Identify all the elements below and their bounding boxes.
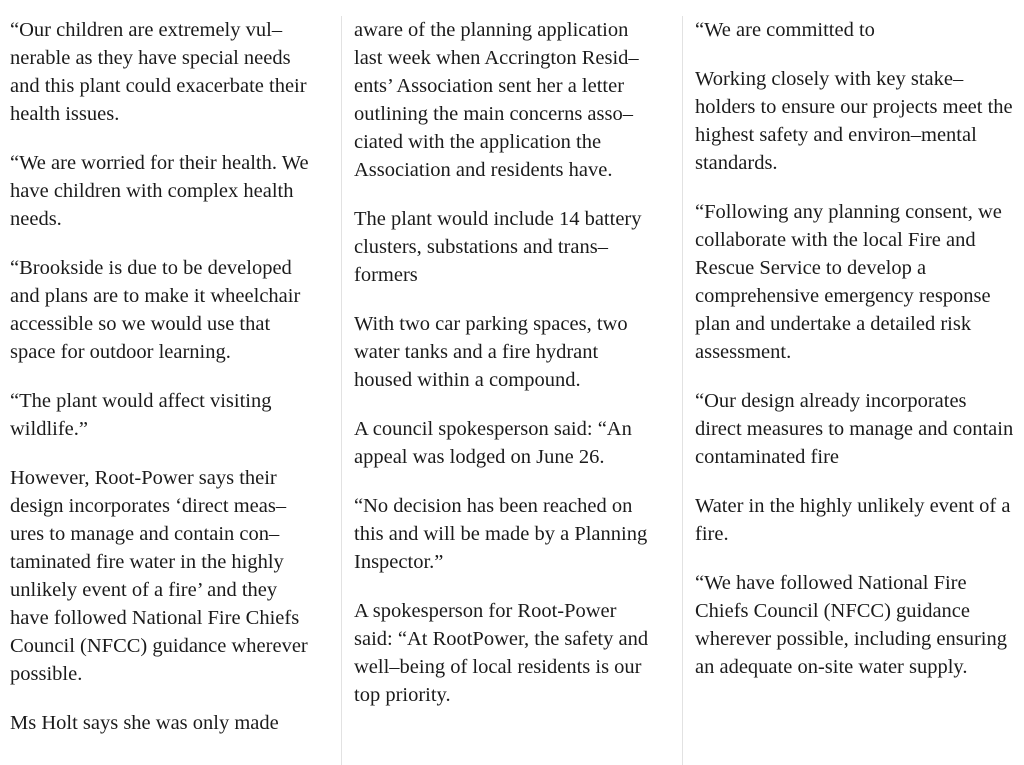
paragraph: Ms Holt says she was only made: [10, 712, 279, 734]
paragraph: “The plant would affect visiting wildlife.”: [10, 390, 272, 440]
article-column-2: [341, 16, 682, 765]
paragraph: With two car parking spaces, two water tanks and a fire hydrant housed within a compound.: [354, 313, 628, 391]
paragraph: The plant would include 14 battery clusters, substations and trans–formers: [354, 208, 642, 286]
paragraph: “We are committed to: [695, 19, 875, 41]
paragraph: “Following any planning consent, we collaborate with the local Fire and Rescue Service to develop a comprehensive emergency response plan and undertake a detailed risk assessment.: [695, 201, 1002, 363]
paragraph: A spokesperson for Root-Power said: “At RootPower, the safety and well–being of local residents is our top priority.: [354, 600, 649, 706]
paragraph: Working closely with key stake–holders to ensure our projects meet the highest safety and environ–mental standards.: [695, 68, 1013, 174]
paragraph: “Our design already incorporates direct measures to manage and contain contaminated fire: [695, 390, 1014, 468]
article-column-1: [0, 16, 341, 765]
paragraph: “We have followed National Fire Chiefs Council (NFCC) guidance wherever possible, including ensuring an adequate on-site water supply.: [695, 572, 1007, 678]
paragraph: “No decision has been reached on this and will be made by a Planning Inspector.”: [354, 495, 648, 573]
paragraph: However, Root-Power says their design incorporates ‘direct meas–ures to manage and contain con–taminated fire water in the highly unlikely event of a fire’ and they have followed National Fire Chiefs Council (NFCC) guidance wherever possible.: [10, 467, 308, 685]
paragraph: “Brookside is due to be developed and plans are to make it wheelchair accessible so we would use that space for outdoor learning.: [10, 257, 301, 363]
paragraph: “We are worried for their health. We have children with complex health needs.: [10, 152, 309, 230]
paragraph: A council spokesperson said: “An appeal was lodged on June 26.: [354, 418, 632, 468]
article-column-3: [682, 16, 1024, 765]
paragraph: Water in the highly unlikely event of a fire.: [695, 495, 1011, 545]
paragraph: aware of the planning application last week when Accrington Resid–ents’ Association sent her a letter outlining the main concerns asso–ciated with the application the Association and residents have.: [354, 19, 639, 181]
paragraph: “Our children are extremely vul–nerable as they have special needs and this plant could exacerbate their health issues.: [10, 19, 307, 125]
